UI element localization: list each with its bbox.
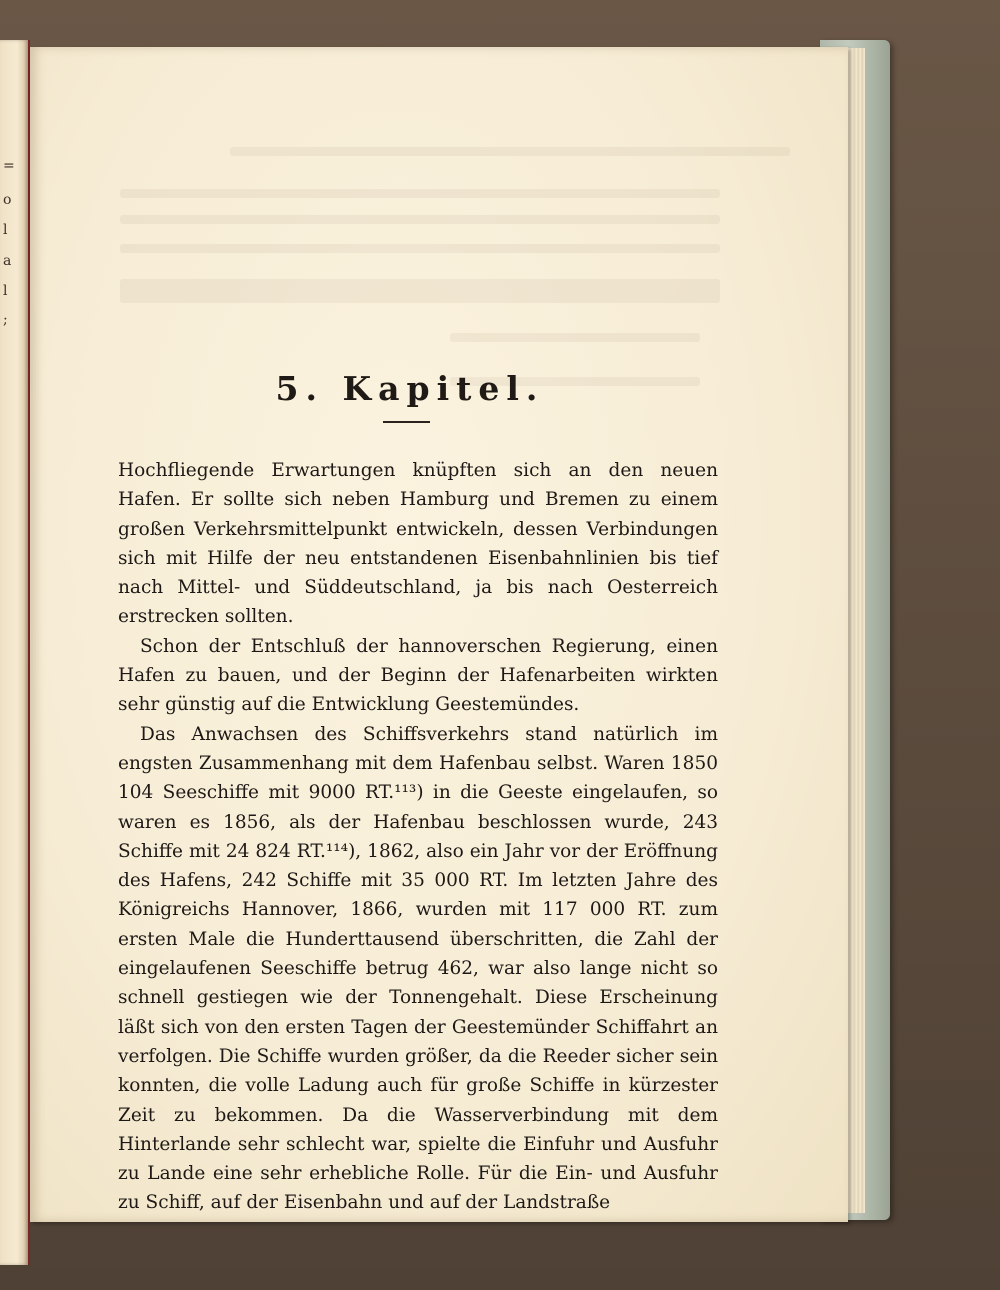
left-page-fragment: o — [3, 192, 12, 208]
bleed-through — [120, 279, 720, 303]
left-page-fragment: = — [3, 158, 15, 174]
paragraph: Hochfliegende Erwartungen knüpften sich an den neuen Hafen. Er sollte sich neben Hamburg und Bremen zu einem großen Verkehrsmittelpunkt entwickeln, dessen Verbindungen sich mit Hilfe der neu entstandenen Eisenbahnlinien bis tief nach Mittel- und Süddeutschland, ja bis nach Oesterreich erstrecken sollten. — [118, 460, 718, 628]
book-page — [30, 47, 848, 1222]
paragraph: Schon der Entschluß der hannoverschen Regierung, einen Hafen zu bauen, und der Beginn der Hafenarbeiten wirkten sehr günstig auf die Entwicklung Geestemündes. — [118, 635, 718, 716]
bleed-through — [120, 244, 720, 253]
paragraph: Das Anwachsen des Schiffsverkehrs stand natürlich im engsten Zusammenhang mit dem Hafenbau selbst. Waren 1850 104 Seeschiffe mit 9000 RT.¹¹³) in die Geeste eingelaufen, so waren es 1856, als der Hafenbau beschlossen wurde, 243 Schiffe mit 24 824 RT.¹¹⁴), 1862, also ein Jahr vor der Eröffnung des Hafens, 242 Schiffe mit 35 000 RT. Im letzten Jahre des Königreichs Hannover, 1866, wurden mit 117 000 RT. zum ersten Male die Hunderttausend überschritten, die Zahl der eingelaufenen Seeschiffe betrug 462, war also lange nicht so schnell gestiegen wie der Tonnengehalt. Diese Erscheinung läßt sich von den ersten Tagen der Geestemünder Schiffahrt an verfolgen. Die Schiffe wurden größer, da die Reeder sicher sein konnten, die volle Ladung auch für große Schiffe in kürzester Zeit zu bekommen. Da die Wasserverbindung mit dem Hinterlande sehr schlecht war, spielte die Einfuhr und Ausfuhr zu Lande eine sehr erhebliche Rolle. Für die Ein- und Ausfuhr zu Schiff, auf der Eisenbahn und auf der Landstraße — [118, 723, 718, 1214]
left-page-fragment: l — [3, 283, 8, 299]
body-text — [118, 456, 718, 1218]
left-page-fragment: a — [3, 253, 12, 269]
bleed-through — [120, 189, 720, 198]
title-divider — [383, 421, 430, 423]
bleed-through — [450, 333, 700, 342]
left-page-fragment: ; — [3, 312, 8, 328]
chapter-title: 5. Kapitel. — [275, 369, 545, 408]
bleed-through — [230, 147, 790, 156]
bleed-through — [120, 215, 720, 224]
left-page-fragment: l — [3, 222, 8, 238]
previous-page-edge — [0, 40, 30, 1265]
